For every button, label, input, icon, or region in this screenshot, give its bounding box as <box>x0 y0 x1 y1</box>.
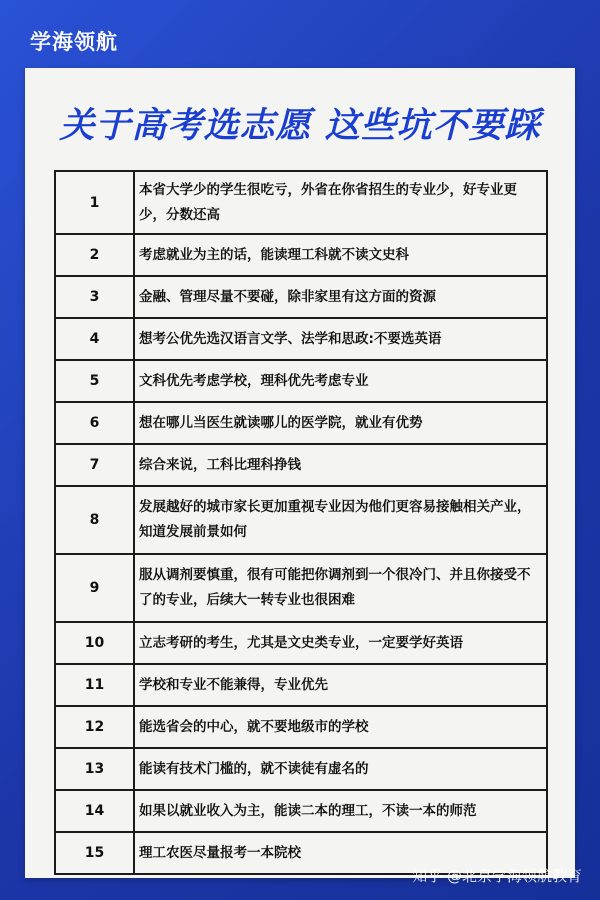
table-row <box>55 706 547 748</box>
tips-table <box>54 170 548 875</box>
page-title: 关于高考选志愿 这些坑不要踩 <box>59 106 541 146</box>
row-number: 12 <box>55 706 134 748</box>
row-number: 15 <box>55 832 134 874</box>
table-row <box>55 360 547 402</box>
table-row <box>55 402 547 444</box>
row-number: 4 <box>55 318 134 360</box>
table-row <box>55 444 547 486</box>
row-text: 本省大学少的学生很吃亏，外省在你省招生的专业少，好专业更少，分数还高 <box>134 171 547 234</box>
row-number: 1 <box>55 171 134 234</box>
table-row <box>55 622 547 664</box>
row-text: 想考公优先选汉语言文学、法学和思政:不要选英语 <box>134 318 547 360</box>
row-number: 13 <box>55 748 134 790</box>
row-number: 6 <box>55 402 134 444</box>
row-text: 想在哪儿当医生就读哪儿的医学院，就业有优势 <box>134 402 547 444</box>
brand-label: 学海领航 <box>30 30 118 54</box>
row-text: 服从调剂要慎重，很有可能把你调剂到一个很冷门、并且你接受不了的专业，后续大一转专业也很困难 <box>134 554 547 622</box>
row-text: 考虑就业为主的话，能读理工科就不读文史科 <box>134 234 547 276</box>
table-row <box>55 554 547 622</box>
row-text: 理工农医尽量报考一本院校 <box>134 832 547 874</box>
table-row <box>55 171 547 234</box>
row-text: 文科优先考虑学校，理科优先考虑专业 <box>134 360 547 402</box>
row-text: 金融、管理尽量不要碰，除非家里有这方面的资源 <box>134 276 547 318</box>
row-text: 综合来说，工科比理科挣钱 <box>134 444 547 486</box>
table-row <box>55 276 547 318</box>
row-number: 5 <box>55 360 134 402</box>
row-number: 8 <box>55 486 134 554</box>
table-row <box>55 234 547 276</box>
row-number: 11 <box>55 664 134 706</box>
table-row <box>55 318 547 360</box>
row-number: 7 <box>55 444 134 486</box>
table-row <box>55 790 547 832</box>
row-number: 9 <box>55 554 134 622</box>
row-text: 立志考研的考生，尤其是文史类专业，一定要学好英语 <box>134 622 547 664</box>
row-text: 学校和专业不能兼得，专业优先 <box>134 664 547 706</box>
row-text: 能选省会的中心，就不要地级市的学校 <box>134 706 547 748</box>
watermark-text: 知乎 @北京学海领航教育 <box>412 867 582 885</box>
row-number: 14 <box>55 790 134 832</box>
row-text: 发展越好的城市家长更加重视专业因为他们更容易接触相关产业，知道发展前景如何 <box>134 486 547 554</box>
table-row <box>55 664 547 706</box>
table-row <box>55 486 547 554</box>
row-text: 如果以就业收入为主，能读二本的理工，不读一本的师范 <box>134 790 547 832</box>
row-number: 3 <box>55 276 134 318</box>
table-row <box>55 748 547 790</box>
row-text: 能读有技术门槛的，就不读徒有虚名的 <box>134 748 547 790</box>
row-number: 10 <box>55 622 134 664</box>
row-number: 2 <box>55 234 134 276</box>
